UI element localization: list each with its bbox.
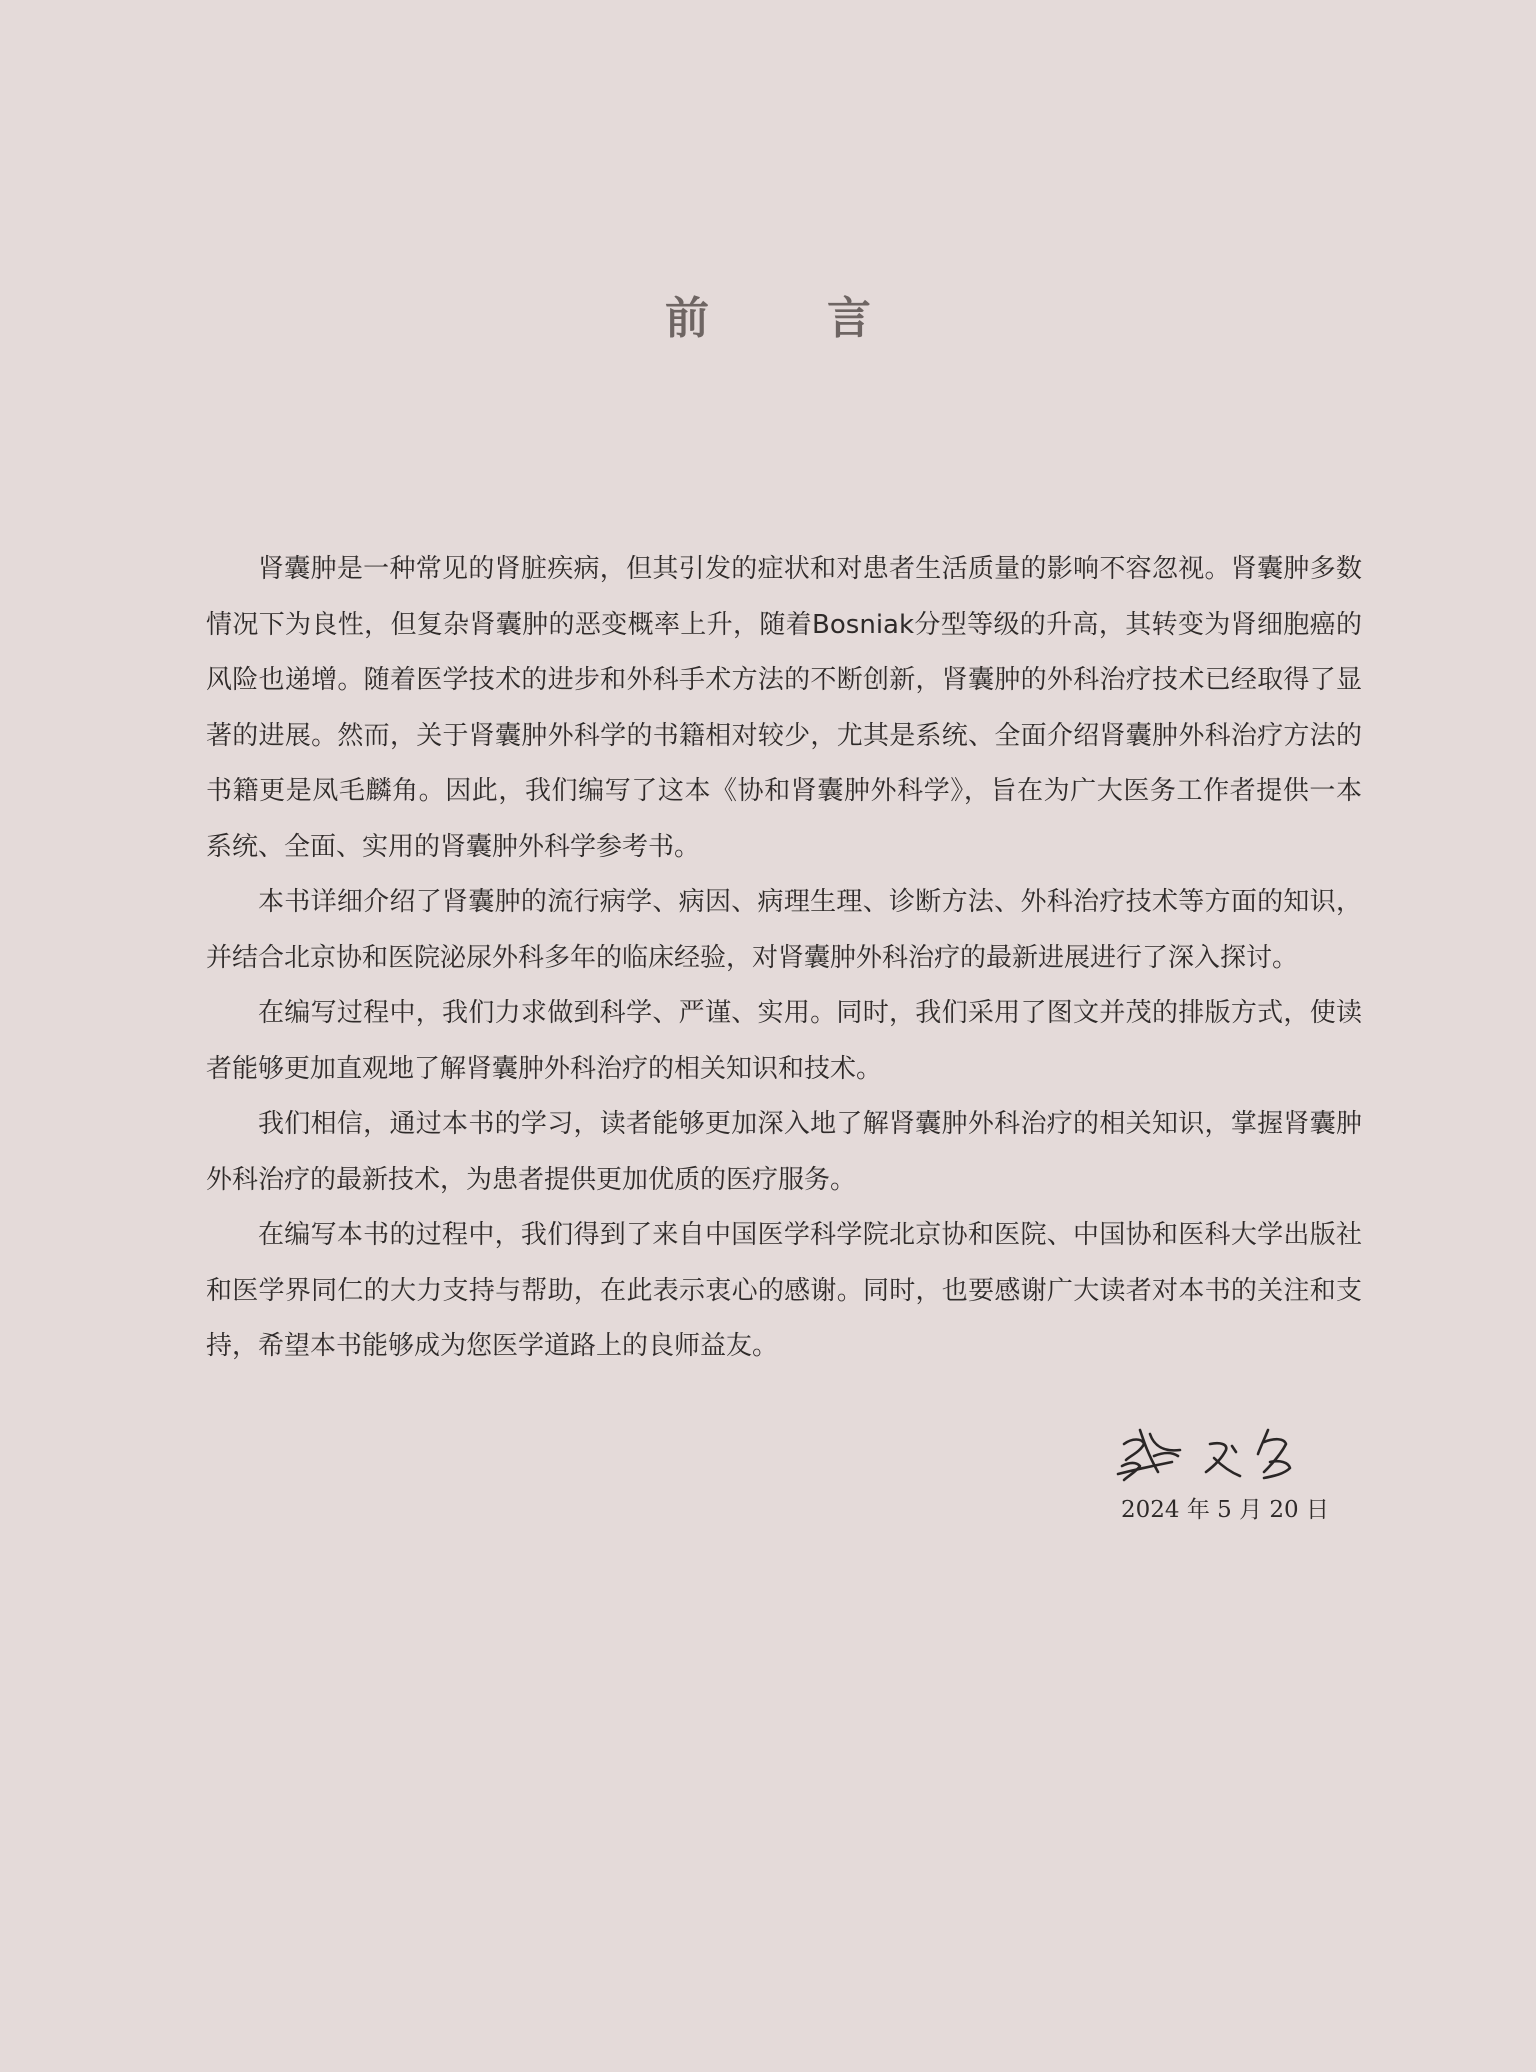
signature-date: 2024 年 5 月 20 日 [1121,1497,1329,1523]
paragraph-3: 在编写过程中，我们力求做到科学、严谨、实用。同时，我们采用了图文并茂的排版方式，使读者能够更加直观地了解肾囊肿外科治疗的相关知识和技术。 [206,998,1362,1084]
paragraph-5: 在编写本书的过程中，我们得到了来自中国医学科学院北京协和医院、中国协和医科大学出版社和医学界同仁的大力支持与帮助，在此表示衷心的感谢。同时，也要感谢广大读者对本书的关注和支持，希望本书能够成为您医学道路上的良师益友。 [206,1220,1362,1361]
title-char-1: 前 [665,293,709,344]
paragraph-2: 本书详细介绍了肾囊肿的流行病学、病因、病理生理、诊断方法、外科治疗技术等方面的知识，并结合北京协和医院泌尿外科多年的临床经验，对肾囊肿外科治疗的最新进展进行了深入探讨。 [206,887,1362,973]
title-char-2: 言 [827,293,871,344]
paragraph-4: 我们相信，通过本书的学习，读者能够更加深入地了解肾囊肿外科治疗的相关知识，掌握肾囊肿外科治疗的最新技术，为患者提供更加优质的医疗服务。 [206,1109,1362,1195]
page-title [0,282,1536,346]
handwritten-signature [1114,1422,1314,1492]
preface-body [206,542,1362,1375]
paragraph-1: 肾囊肿是一种常见的肾脏疾病，但其引发的症状和对患者生活质量的影响不容忽视。肾囊肿多数情况下为良性，但复杂肾囊肿的恶变概率上升，随着Bosniak分型等级的升高，其转变为肾细胞癌的风险也递增。随着医学技术的进步和外科手术方法的不断创新，肾囊肿的外科治疗技术已经取得了显著的进展。然而，关于肾囊肿外科学的书籍相对较少，尤其是系统、全面介绍肾囊肿外科治疗方法的书籍更是凤毛麟角。因此，我们编写了这本《协和肾囊肿外科学》，旨在为广大医务工作者提供一本系统、全面、实用的肾囊肿外科学参考书。 [206,554,1362,862]
